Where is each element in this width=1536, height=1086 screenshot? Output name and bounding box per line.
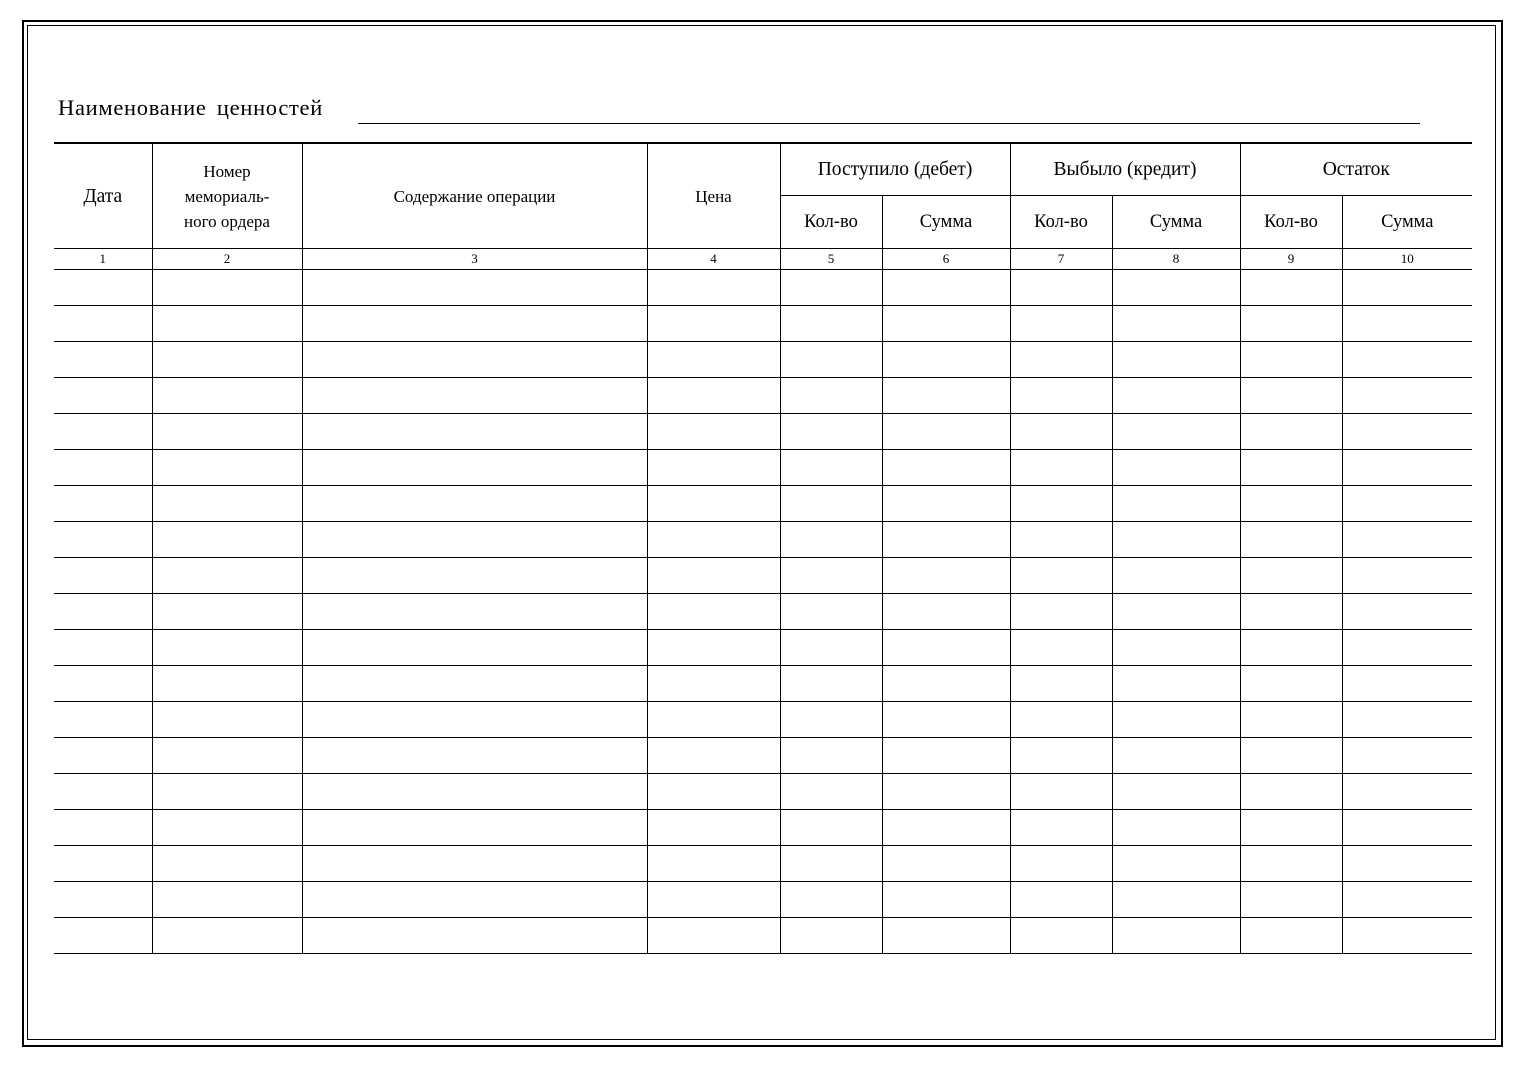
table-cell[interactable] [1010,270,1112,306]
ledger-body [54,270,1472,954]
table-cell[interactable] [54,342,152,378]
table-cell[interactable] [302,522,647,558]
table-cell[interactable] [882,774,1010,810]
title-fill-line[interactable] [358,123,1420,124]
table-row [54,810,1472,846]
table-row [54,306,1472,342]
column-number-row [54,249,1472,270]
table-cell[interactable] [1112,522,1240,558]
table-cell[interactable] [1342,522,1472,558]
table-cell[interactable] [780,522,882,558]
table-cell[interactable] [54,630,152,666]
table-cell[interactable] [302,810,647,846]
table-cell[interactable] [1240,450,1342,486]
table-cell[interactable] [1112,702,1240,738]
table-cell[interactable] [152,702,302,738]
table-cell[interactable] [1112,666,1240,702]
table-cell[interactable] [1240,522,1342,558]
table-cell[interactable] [54,558,152,594]
table-cell[interactable] [647,450,780,486]
table-cell[interactable] [1342,810,1472,846]
table-cell[interactable] [1112,738,1240,774]
header-debit: Поступило (дебет) [780,143,1010,196]
column-number: 1 [54,249,152,270]
table-cell[interactable] [882,270,1010,306]
table-cell[interactable] [647,882,780,918]
table-cell[interactable] [1112,558,1240,594]
table-cell[interactable] [1240,882,1342,918]
table-cell[interactable] [1010,306,1112,342]
table-row [54,594,1472,630]
table-cell[interactable] [1112,378,1240,414]
table-row [54,846,1472,882]
table-cell[interactable] [1010,702,1112,738]
table-cell[interactable] [1342,270,1472,306]
table-cell[interactable] [1342,702,1472,738]
table-cell[interactable] [1010,450,1112,486]
table-cell[interactable] [1112,774,1240,810]
table-cell[interactable] [302,450,647,486]
header-credit-sum: Сумма [1112,196,1240,249]
table-cell[interactable] [302,558,647,594]
table-cell[interactable] [54,450,152,486]
table-cell[interactable] [1112,306,1240,342]
table-cell[interactable] [1240,558,1342,594]
table-cell[interactable] [647,558,780,594]
table-cell[interactable] [1342,738,1472,774]
table-cell[interactable] [152,630,302,666]
table-cell[interactable] [302,378,647,414]
header-credit: Выбыло (кредит) [1010,143,1240,196]
table-cell[interactable] [152,666,302,702]
table-cell[interactable] [54,666,152,702]
header-balance: Остаток [1240,143,1472,196]
table-cell[interactable] [54,774,152,810]
table-cell[interactable] [1342,594,1472,630]
table-cell[interactable] [1010,882,1112,918]
table-cell[interactable] [780,594,882,630]
table-row [54,882,1472,918]
table-cell[interactable] [1010,918,1112,954]
table-cell[interactable] [1112,630,1240,666]
header-operation: Содержание операции [302,143,647,249]
table-cell[interactable] [882,522,1010,558]
table-cell[interactable] [152,810,302,846]
table-cell[interactable] [1342,630,1472,666]
header-memorial-order [152,143,302,249]
column-number: 3 [302,249,647,270]
column-number: 5 [780,249,882,270]
table-cell[interactable] [1010,486,1112,522]
table-cell[interactable] [152,378,302,414]
table-cell[interactable] [882,630,1010,666]
table-cell[interactable] [152,918,302,954]
table-cell[interactable] [647,522,780,558]
table-row [54,774,1472,810]
table-cell[interactable] [1240,702,1342,738]
table-cell[interactable] [1240,774,1342,810]
table-cell[interactable] [780,378,882,414]
table-cell[interactable] [302,702,647,738]
table-cell[interactable] [302,486,647,522]
table-cell[interactable] [1010,378,1112,414]
table-cell[interactable] [302,270,647,306]
table-cell[interactable] [780,270,882,306]
table-cell[interactable] [882,846,1010,882]
table-cell[interactable] [1240,306,1342,342]
table-row [54,450,1472,486]
table-cell[interactable] [152,882,302,918]
table-cell[interactable] [780,666,882,702]
table-cell[interactable] [780,846,882,882]
title-row [58,95,1420,127]
table-cell[interactable] [152,450,302,486]
table-cell[interactable] [647,630,780,666]
table-cell[interactable] [780,558,882,594]
table-cell[interactable] [152,414,302,450]
table-cell[interactable] [882,702,1010,738]
table-cell[interactable] [647,846,780,882]
table-cell[interactable] [1112,486,1240,522]
column-number: 6 [882,249,1010,270]
table-row [54,342,1472,378]
table-cell[interactable] [882,306,1010,342]
table-cell[interactable] [780,342,882,378]
table-cell[interactable] [647,702,780,738]
table-cell[interactable] [647,594,780,630]
header-balance-qty: Кол-во [1240,196,1342,249]
table-cell[interactable] [54,702,152,738]
ledger-table [54,142,1472,954]
table-cell[interactable] [1240,846,1342,882]
table-cell[interactable] [302,342,647,378]
table-cell[interactable] [302,594,647,630]
table-row [54,918,1472,954]
header-balance-sum: Сумма [1342,196,1472,249]
table-cell[interactable] [54,486,152,522]
table-cell[interactable] [302,630,647,666]
table-row [54,738,1472,774]
table-cell[interactable] [647,486,780,522]
table-cell[interactable] [1010,738,1112,774]
table-cell[interactable] [1342,918,1472,954]
table-cell[interactable] [1010,414,1112,450]
table-row [54,270,1472,306]
table-cell[interactable] [1010,774,1112,810]
table-row [54,666,1472,702]
table-row [54,630,1472,666]
table-cell[interactable] [882,810,1010,846]
table-cell[interactable] [780,486,882,522]
table-cell[interactable] [54,846,152,882]
table-cell[interactable] [1010,342,1112,378]
table-cell[interactable] [302,738,647,774]
table-cell[interactable] [882,342,1010,378]
header-debit-qty: Кол-во [780,196,882,249]
table-cell[interactable] [647,774,780,810]
table-cell[interactable] [54,522,152,558]
table-cell[interactable] [54,594,152,630]
table-cell[interactable] [882,594,1010,630]
table-cell[interactable] [1112,414,1240,450]
table-cell[interactable] [1010,594,1112,630]
table-cell[interactable] [1342,774,1472,810]
table-cell[interactable] [647,810,780,846]
table-cell[interactable] [1010,666,1112,702]
table-cell[interactable] [152,594,302,630]
table-cell[interactable] [647,342,780,378]
table-cell[interactable] [1240,486,1342,522]
table-cell[interactable] [302,774,647,810]
table-cell[interactable] [54,738,152,774]
table-cell[interactable] [780,774,882,810]
table-cell[interactable] [302,918,647,954]
table-cell[interactable] [302,414,647,450]
table-cell[interactable] [1240,810,1342,846]
table-cell[interactable] [882,918,1010,954]
table-cell[interactable] [1342,558,1472,594]
table-cell[interactable] [1342,666,1472,702]
table-row [54,522,1472,558]
table-cell[interactable] [1342,342,1472,378]
table-cell[interactable] [54,810,152,846]
table-cell[interactable] [54,882,152,918]
table-cell[interactable] [1342,414,1472,450]
table-cell[interactable] [1240,270,1342,306]
table-cell[interactable] [54,378,152,414]
table-cell[interactable] [647,666,780,702]
table-cell[interactable] [302,882,647,918]
table-row [54,702,1472,738]
table-cell[interactable] [882,414,1010,450]
table-cell[interactable] [1240,594,1342,630]
table-cell[interactable] [1010,558,1112,594]
table-cell[interactable] [1112,270,1240,306]
table-cell[interactable] [302,306,647,342]
table-cell[interactable] [152,342,302,378]
table-cell[interactable] [302,846,647,882]
column-number: 2 [152,249,302,270]
table-cell[interactable] [780,810,882,846]
table-cell[interactable] [1112,594,1240,630]
table-cell[interactable] [302,666,647,702]
table-cell[interactable] [152,306,302,342]
table-cell[interactable] [152,738,302,774]
table-cell[interactable] [647,378,780,414]
table-cell[interactable] [54,414,152,450]
table-row [54,558,1472,594]
table-cell[interactable] [647,414,780,450]
header-price: Цена [647,143,780,249]
table-cell[interactable] [1112,846,1240,882]
column-number: 10 [1342,249,1472,270]
table-cell[interactable] [647,270,780,306]
table-cell[interactable] [780,738,882,774]
table-cell[interactable] [152,486,302,522]
column-number: 8 [1112,249,1240,270]
table-cell[interactable] [1342,450,1472,486]
table-cell[interactable] [647,918,780,954]
table-cell[interactable] [152,558,302,594]
table-cell[interactable] [152,774,302,810]
header-debit-sum: Сумма [882,196,1010,249]
table-cell[interactable] [1010,630,1112,666]
column-number: 7 [1010,249,1112,270]
table-cell[interactable] [1240,666,1342,702]
table-cell[interactable] [152,270,302,306]
header-date: Дата [54,143,152,249]
table-cell[interactable] [882,666,1010,702]
table-cell[interactable] [1112,918,1240,954]
title-label: Наименование ценностей [58,95,323,120]
table-cell[interactable] [780,702,882,738]
column-number: 9 [1240,249,1342,270]
table-cell[interactable] [1342,378,1472,414]
table-cell[interactable] [780,450,882,486]
table-cell[interactable] [1240,630,1342,666]
table-row [54,378,1472,414]
table-cell[interactable] [780,918,882,954]
column-number: 4 [647,249,780,270]
table-cell[interactable] [1010,810,1112,846]
table-row [54,414,1472,450]
table-cell[interactable] [1112,342,1240,378]
table-cell[interactable] [882,558,1010,594]
table-cell[interactable] [54,306,152,342]
table-cell[interactable] [882,882,1010,918]
table-cell[interactable] [647,738,780,774]
table-cell[interactable] [780,630,882,666]
table-cell[interactable] [1112,450,1240,486]
table-cell[interactable] [882,450,1010,486]
table-cell[interactable] [1342,882,1472,918]
table-cell[interactable] [882,486,1010,522]
table-cell[interactable] [1240,738,1342,774]
table-row [54,486,1472,522]
table-cell[interactable] [1240,918,1342,954]
header-credit-qty: Кол-во [1010,196,1112,249]
table-cell[interactable] [1240,378,1342,414]
table-cell[interactable] [1342,846,1472,882]
table-cell[interactable] [1240,414,1342,450]
header-memorial-order-text: Номер мемориаль-ного ордера [184,161,270,231]
table-cell[interactable] [1112,810,1240,846]
table-cell[interactable] [780,882,882,918]
table-cell[interactable] [54,918,152,954]
table-cell[interactable] [647,306,780,342]
table-cell[interactable] [152,846,302,882]
table-cell[interactable] [780,414,882,450]
table-cell[interactable] [152,522,302,558]
table-cell[interactable] [882,738,1010,774]
table-cell[interactable] [1240,342,1342,378]
table-cell[interactable] [1112,882,1240,918]
table-cell[interactable] [1342,486,1472,522]
table-cell[interactable] [882,378,1010,414]
table-cell[interactable] [1010,846,1112,882]
table-cell[interactable] [1010,522,1112,558]
table-cell[interactable] [1342,306,1472,342]
table-cell[interactable] [54,270,152,306]
table-cell[interactable] [780,306,882,342]
